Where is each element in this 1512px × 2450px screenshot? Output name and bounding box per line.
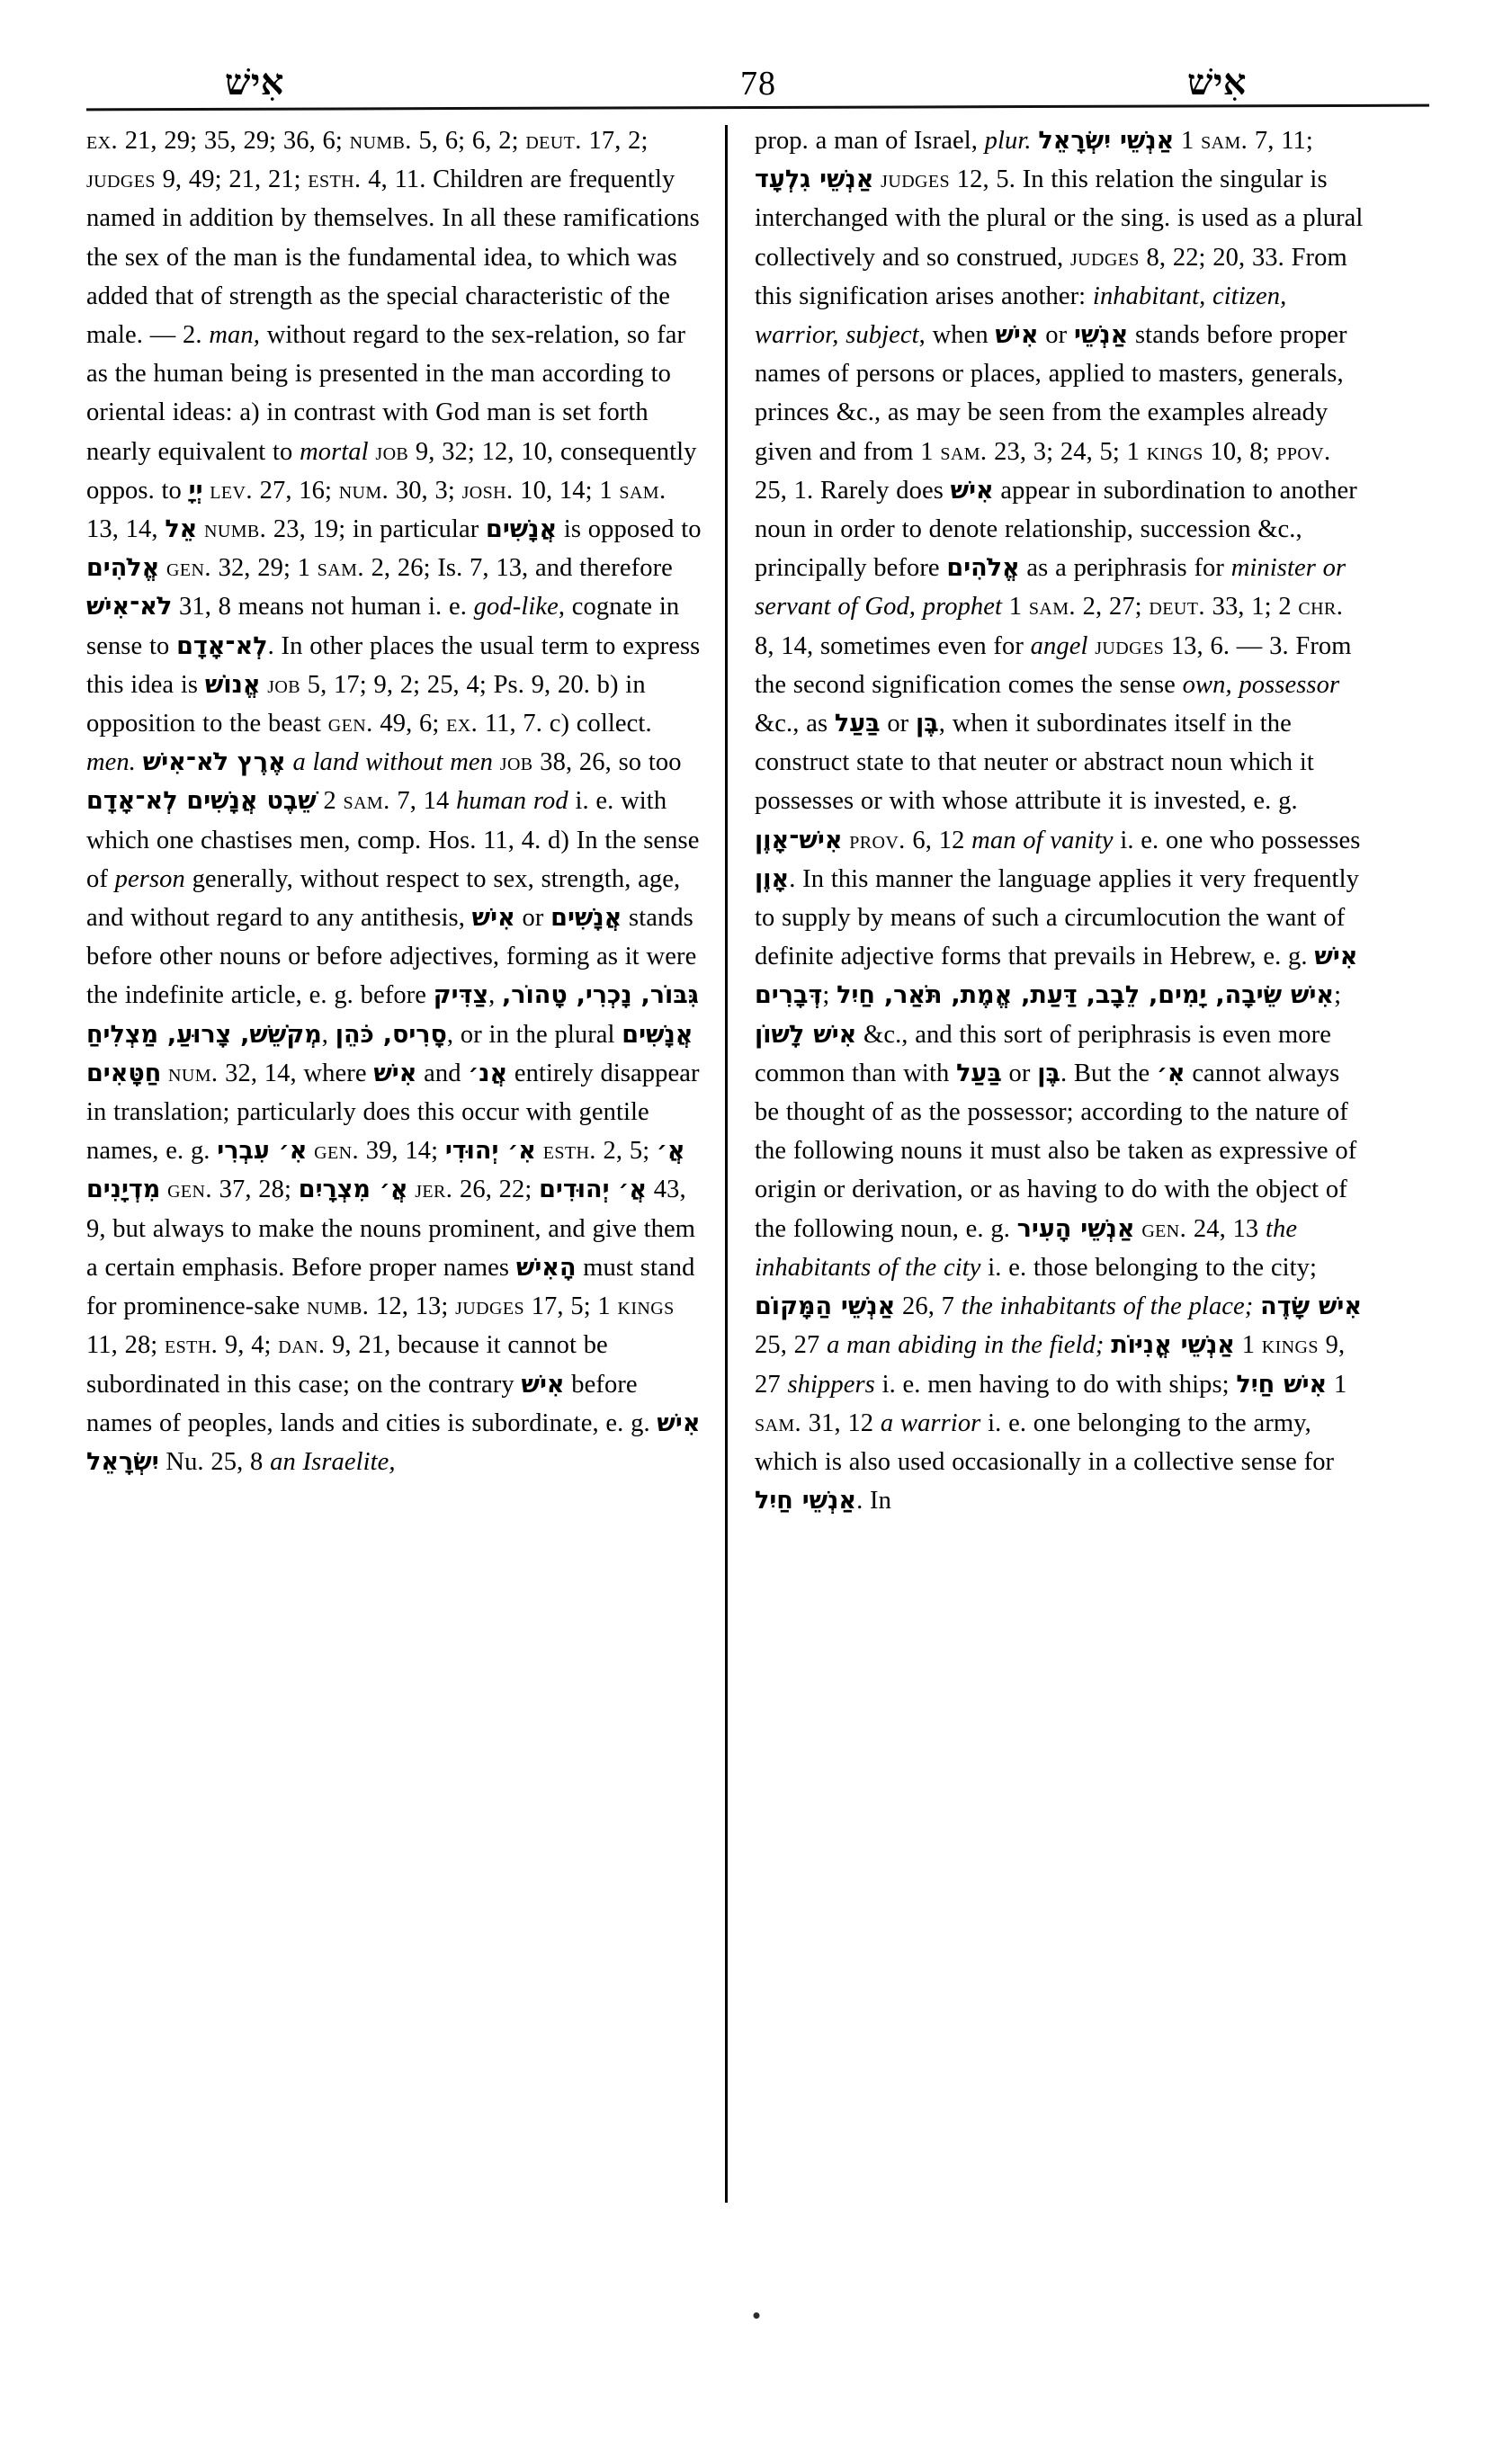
gloss-run: shippers [787,1370,875,1399]
book-abbreviation: ex. [446,710,479,738]
hebrew-word: אִישׁ [995,321,1039,350]
book-abbreviation: dan. [278,1331,326,1360]
hebrew-word: אָוֶן [755,864,790,893]
book-abbreviation: jer. [415,1176,453,1204]
gloss-run: man, [209,321,260,350]
hebrew-word: אִישׁ [373,1059,417,1087]
hebrew-word: בַּעַל [956,1059,1002,1087]
book-abbreviation: esth. [165,1331,219,1360]
hebrew-word: אַנְשֵׁי גִלְעָד [755,165,874,194]
book-abbreviation: kings [617,1292,675,1321]
hebrew-word: אִישׁ יִשְׂרָאֵל [86,1408,701,1476]
hebrew-word: צַדִּיק [433,981,489,1010]
book-abbreviation: num. [168,1059,219,1087]
gloss-run: an Israelite, [270,1447,396,1476]
book-abbreviation: ppov. [1276,437,1331,466]
gloss-run: own, possessor [1182,670,1340,699]
hebrew-word: לֹא־אִישׁ [86,593,173,621]
text-columns [86,121,1429,2203]
book-abbreviation: sam. [317,554,364,583]
hebrew-word: סָרִיס, כֹּהֵן [335,1020,447,1049]
book-abbreviation: ex. [86,127,118,155]
hebrew-word: אַנְשֵׁי יִשְׂרָאֵל [1038,127,1175,155]
hebrew-word: אַנְשֵׁי [1073,321,1129,350]
book-abbreviation: judges [455,1292,524,1321]
book-abbreviation: gen. [314,1137,359,1166]
book-abbreviation: sam. [1201,127,1248,155]
book-abbreviation: lev. [210,476,253,505]
gloss-run: angel [1030,631,1088,660]
hebrew-word: אִישׁ דְּבָרִים [755,943,1358,1010]
book-abbreviation: sam. [940,437,988,466]
hebrew-word: אֲנָשִׁים [550,904,622,933]
hebrew-word: אַנְשֵׁי חַיִל [755,1487,857,1516]
hebrew-word: בֶּן [1037,1059,1060,1087]
book-abbreviation: sam. [1028,593,1076,621]
book-abbreviation: gen. [1141,1214,1187,1243]
gloss-run: a man abiding in the field; [827,1331,1105,1360]
hebrew-word: אִ׳ [1156,1059,1185,1087]
running-head-left-headword: אִישׁ [225,62,284,103]
gloss-run: the inhabitants of the city [755,1214,1298,1282]
gloss-run: plur. [984,127,1032,155]
hebrew-word: הָאִישׁ [515,1253,577,1282]
book-abbreviation: judges [1095,631,1165,660]
book-abbreviation: job [375,437,409,466]
book-abbreviation: deut. [525,127,582,155]
hebrew-word: אַנְשֵׁי אֳנִיּוֹת [1111,1331,1235,1360]
hebrew-word: אֵל [165,515,198,544]
book-abbreviation: num. [338,476,389,505]
hebrew-word: אֲ׳ יְהוּדִים [539,1176,648,1204]
scan-speck [753,2312,759,2319]
hebrew-word: אִישׁ־אָוֶן [755,826,843,854]
gloss-run: person [114,864,185,893]
hebrew-word: אֲ׳ מִדְיָנִים [86,1137,685,1204]
page-number: 78 [740,65,776,103]
book-abbreviation: sam. [619,476,667,505]
gloss-run: human rod [456,787,568,816]
book-abbreviation: numb. [307,1292,370,1321]
column-left-body: ex. 21, 29; 35, 29; 36, 6; numb. 5, 6; 6, 2; deut. 17, 2; judges 9, 49; 21, 21; esth. 4, 11. Children are frequently named in addition by themselves. In all these ramifications the sex of the man is the fundamental idea, to which was added that of strength as the special characteristic of the male. — 2. man, without regard to the sex-relation, so far as the human being is presented in the man according to oriental ideas: a) in contrast with God man is set forth nearly equivalent to mortal job 9, 32; 12, 10, consequently oppos. to יְיָ lev. 27, 16; num. 30, 3; josh. 10, 14; 1 sam. 13, 14, אֵל numb. 23, 19; in particular אֲנָשִׁים is opposed to אֱלֹהִים gen. 32, 29; 1 sam. 2, 26; Is. 7, 13, and therefore לֹא־אִישׁ 31, 8 means not human i. e. god-like, cognate in sense to לְא־אָדָם. In other places the usual term to express this idea is אֱנוֹשׁ job 5, 17; 9, 2; 25, 4; Ps. 9, 20. b) in opposition to the beast gen. 49, 6; ex. 11, 7. c) collect. men. אֶרֶץ לֹא־אִישׁ a land without men job 38, 26, so too שֵׁבֶט אֲנָשִׁים לְא־אָדָם 2 sam. 7, 14 human rod i. e. with which one chastises men, comp. Hos. 11, 4. d) In the sense of person generally, without respect to sex, strength, age, and without regard to any antithesis, אִישׁ or אֲנָשִׁים stands before other nouns or before adjectives, forming as it were the indefinite article, e. g. before צַדִּיק, גִּבּוֹר, נָכְרִי, טָהוֹר, מְקֹשֵׁשׁ, צָרוּעַ, מַצְלִיחַ, סָרִיס, כֹּהֵן, or in the plural אֲנָשִׁים חַטָּאִים num. 32, 14, where אִישׁ and אֲנ׳ entirely disappear in translation; particularly does this occur with gentile names, e. g. אִ׳ עִבְרִי gen. 39, 14; אִ׳ יְהוּדִי esth. 2, 5; אֲ׳ מִדְיָנִים gen. 37, 28; אֲ׳ מִצְרָיִם jer. 26, 22; אֲ׳ יְהוּדִים 43, 9, but always to make the nouns prominent, and give them a certain emphasis. Before proper names הָאִישׁ must stand for prominence-sake numb. 12, 13; judges 17, 5; 1 kings 11, 28; esth. 9, 4; dan. 9, 21, because it cannot be subordinated in this case; on the contrary אִישׁ before names of peoples, lands and cities is subordinate, e. g. אִישׁ יִשְׂרָאֵל Nu. 25, 8 an Israelite, [86,127,702,1476]
book-abbreviation: kings [1261,1331,1319,1360]
gloss-run: man of vanity [971,826,1114,854]
hebrew-word: אֲנָשִׁים חַטָּאִים [86,1020,693,1087]
running-head [126,0,1391,106]
hebrew-word: אַנְשֵׁי הַמָּקוֹם [755,1292,896,1321]
hebrew-word: בֶּן [916,710,939,738]
book-abbreviation: sam. [755,1408,802,1437]
column-left [86,121,725,1481]
book-abbreviation: prov. [849,826,906,854]
book-abbreviation: sam. [343,787,390,816]
gloss-run: men. [86,748,137,777]
running-head-right-headword: אִישׁ [1187,62,1247,103]
book-abbreviation: chr. [1298,593,1344,621]
hebrew-word: אִישׁ [471,904,515,933]
hebrew-word: אִישׁ [521,1370,565,1399]
book-abbreviation: judges [881,165,951,194]
book-abbreviation: judges [1069,243,1140,272]
book-abbreviation: numb. [204,515,267,544]
gloss-run: a warrior [880,1408,981,1437]
hebrew-word: אֲנ׳ [468,1059,508,1087]
hebrew-word: אֱלֹהִים [86,554,160,583]
book-abbreviation: esth. [542,1137,596,1166]
book-abbreviation: judges [86,165,156,194]
book-abbreviation: deut. [1149,593,1205,621]
hebrew-word: אִישׁ שֵׂיבָה, יָמִים, לֵבָב, דַּעַת, אֱמֶת, תֹּאַר, חַיִל [837,981,1335,1010]
column-right-body: prop. a man of Israel, plur. אַנְשֵׁי יִשְׂרָאֵל 1 sam. 7, 11; אַנְשֵׁי גִלְעָד judges 12, 5. In this relation the singular is interchanged with the plural or the sing. is used as a plural collectively and so construed, judges 8, 22; 20, 33. From this signification arises another: inhabitant, citizen, warrior, subject, when אִישׁ or אַנְשֵׁי stands before proper names of persons or places, applied to masters, generals, princes &c., as may be seen from the examples already given and from 1 sam. 23, 3; 24, 5; 1 kings 10, 8; ppov. 25, 1. Rarely does אִישׁ appear in subordination to another noun in order to denote relationship, succession &c., principally before אֱלֹהִים as a periphrasis for minister or servant of God, prophet 1 sam. 2, 27; deut. 33, 1; 2 chr. 8, 14, sometimes even for angel judges 13, 6. — 3. From the second signification comes the sense own, possessor &c., as בַּעַל or בֶּן, when it subordinates itself in the construct state to that neuter or abstract noun which it possesses or with whose attribute it is invested, e. g. אִישׁ־אָוֶן prov. 6, 12 man of vanity i. e. one who possesses אָוֶן. In this manner the language applies it very frequently to supply by means of such a circumlocution the want of definite adjective forms that prevails in Hebrew, e. g. אִישׁ דְּבָרִים; אִישׁ שֵׂיבָה, יָמִים, לֵבָב, דַּעַת, אֱמֶת, תֹּאַר, חַיִל; אִישׁ לָשׁוֹן &c., and this sort of periphrasis is even more common than with בַּעַל or בֶּן. But the אִ׳ cannot always be thought of as the possessor; according to the nature of the following nouns it must also be taken as expressive of origin or derivation, or as having to do with the object of the following noun, e. g. אַנְשֵׁי הָעִיר gen. 24, 13 the inhabitants of the city i. e. those belonging to the city; אַנְשֵׁי הַמָּקוֹם 26, 7 the inhabitants of the place; אִישׁ שָׂדֶה 25, 27 a man abiding in the field; אַנְשֵׁי אֳנִיּוֹת 1 kings 9, 27 shippers i. e. men having to do with ships; אִישׁ חַיִל 1 sam. 31, 12 a warrior i. e. one belonging to the army, which is also used occasionally in a collective sense for אַנְשֵׁי חַיִל. In [755,127,1364,1516]
hebrew-word: אֲ׳ מִצְרָיִם [298,1176,408,1204]
gloss-run: mortal [300,437,369,466]
book-abbreviation: job [267,670,300,699]
book-abbreviation: josh. [461,476,514,505]
gloss-run: minister or servant of God, prophet [755,554,1346,621]
hebrew-word: אֱלֹהִים [946,554,1020,583]
hebrew-word: אִישׁ שָׂדֶה [1260,1292,1363,1321]
hebrew-word: לְא־אָדָם [176,631,268,660]
hebrew-word: יְיָ [188,476,203,505]
hebrew-word: אִ׳ יְהוּדִי [444,1137,536,1166]
hebrew-word: שֵׁבֶט אֲנָשִׁים לְא־אָדָם [86,787,317,816]
hebrew-word: אִישׁ [950,476,994,505]
gloss-run: god-like [473,593,559,621]
hebrew-word: אֱנוֹשׁ [204,670,261,699]
gloss-run: the inhabitants of the place; [961,1292,1254,1321]
book-abbreviation: kings [1146,437,1203,466]
hebrew-word: גִּבּוֹר, נָכְרִי, טָהוֹר, מְקֹשֵׁשׁ, צָרוּעַ, מַצְלִיחַ [86,981,699,1049]
hebrew-word: אֲנָשִׁים [486,515,558,544]
hebrew-word: אִ׳ עִבְרִי [217,1137,308,1166]
gloss-run: a land without men [292,748,494,777]
book-abbreviation: gen. [167,1176,212,1204]
hebrew-word: אַנְשֵׁי הָעִיר [1016,1214,1135,1243]
book-abbreviation: gen. [327,710,373,738]
hebrew-word: אֶרֶץ לֹא־אִישׁ [142,748,286,777]
book-abbreviation: esth. [308,165,362,194]
hebrew-word: בַּעַל [834,710,881,738]
hebrew-word: אִישׁ חַיִל [1236,1370,1328,1399]
book-abbreviation: gen. [166,554,211,583]
book-abbreviation: numb. [349,127,412,155]
gloss-run: inhabitant, citizen, warrior, subject [755,282,1287,350]
hebrew-word: אִישׁ לָשׁוֹן [755,1020,857,1049]
book-abbreviation: job [499,748,533,777]
column-right [728,121,1366,1520]
